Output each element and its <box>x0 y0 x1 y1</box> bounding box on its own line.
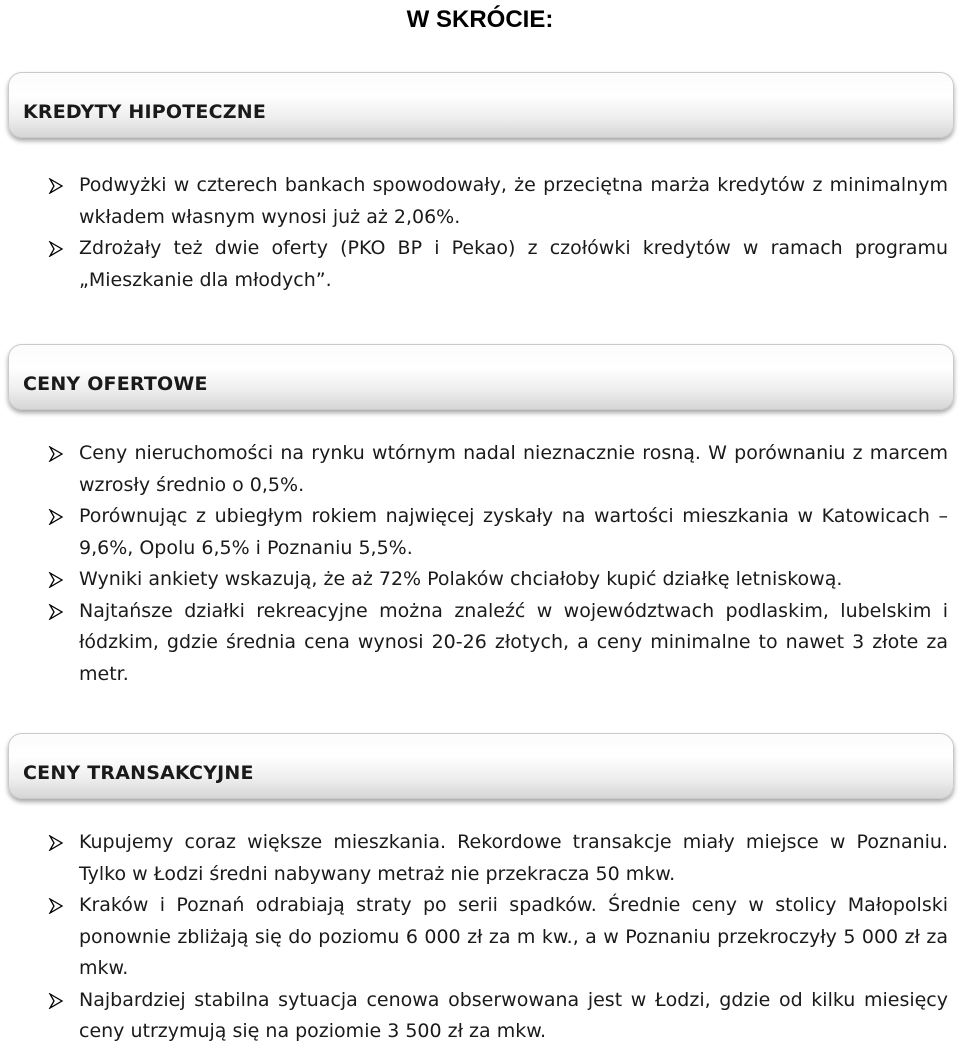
list-item <box>48 501 948 564</box>
list-item-text: Wyniki ankiety wskazują, że aż 72% Polaków chciałoby kupić działkę letniskową. <box>79 568 843 590</box>
arrow-bullet-icon <box>48 835 64 851</box>
list-item-text: Ceny nieruchomości na rynku wtórnym nadal nieznacznie rosną. W porównaniu z marcem wzrosły średnio o 0,5%. <box>79 442 948 496</box>
section-banner-kredyty-hipoteczne <box>8 72 954 138</box>
list-item <box>48 827 948 890</box>
list-item-text: Najtańsze działki rekreacyjne można znaleźć w województwach podlaskim, lubelskim i łódzkim, gdzie średnia cena wynosi 20-26 złotych, a ceny minimalne to nawet 3 złote za metr. <box>79 599 948 685</box>
arrow-bullet-icon <box>48 604 64 620</box>
list-item-text: Najbardziej stabilna sytuacja cenowa obserwowana jest w Łodzi, gdzie od kilku miesięcy ceny utrzymują się na poziomie 3 500 zł za mkw. <box>79 988 948 1042</box>
section-heading: KREDYTY HIPOTECZNE <box>23 101 267 123</box>
list-item-text: Podwyżki w czterech bankach spowodowały, że przeciętna marża kredytów z minimalnym wkładem własnym wynosi już aż 2,06%. <box>79 174 948 228</box>
list-item-text: Kraków i Poznań odrabiają straty po serii spadków. Średnie ceny w stolicy Małopolski ponownie zbliżają się do poziomu 6 000 zł za m kw., a w Poznaniu przekroczyły 5 000 zł za mkw. <box>79 894 948 979</box>
list-item-text: Kupujemy coraz większe mieszkania. Rekordowe transakcje miały miejsce w Poznaniu. Tylko w Łodzi średni nabywany metraż nie przekracza 50 mkw. <box>79 831 948 885</box>
arrow-bullet-icon <box>48 898 64 914</box>
arrow-bullet-icon <box>48 178 64 194</box>
arrow-bullet-icon <box>48 509 64 525</box>
bullet-list <box>48 170 948 296</box>
page-title: W SKRÓCIE: <box>406 6 554 33</box>
list-item-text: Porównując z ubiegłym rokiem najwięcej zyskały na wartości mieszkania w Katowicach – 9,6%, Opolu 6,5% i Poznaniu 5,5%. <box>79 505 948 559</box>
bullet-list <box>48 827 948 1048</box>
section-banner-ceny-ofertowe <box>8 344 954 410</box>
list-item-text: Zdrożały też dwie oferty (PKO BP i Pekao) z czołówki kredytów w ramach programu „Mieszkanie dla młodych”. <box>79 237 948 291</box>
arrow-bullet-icon <box>48 993 64 1009</box>
arrow-bullet-icon <box>48 241 64 257</box>
list-item <box>48 890 948 985</box>
list-item <box>48 170 948 233</box>
list-item <box>48 564 948 596</box>
arrow-bullet-icon <box>48 446 64 462</box>
bullet-list <box>48 438 948 690</box>
list-item <box>48 985 948 1048</box>
arrow-bullet-icon <box>48 572 64 588</box>
list-item <box>48 438 948 501</box>
section-heading: CENY TRANSAKCYJNE <box>23 762 254 784</box>
list-item <box>48 596 948 691</box>
section-heading: CENY OFERTOWE <box>23 373 208 395</box>
list-item <box>48 233 948 296</box>
section-banner-ceny-transakcyjne <box>8 733 954 799</box>
